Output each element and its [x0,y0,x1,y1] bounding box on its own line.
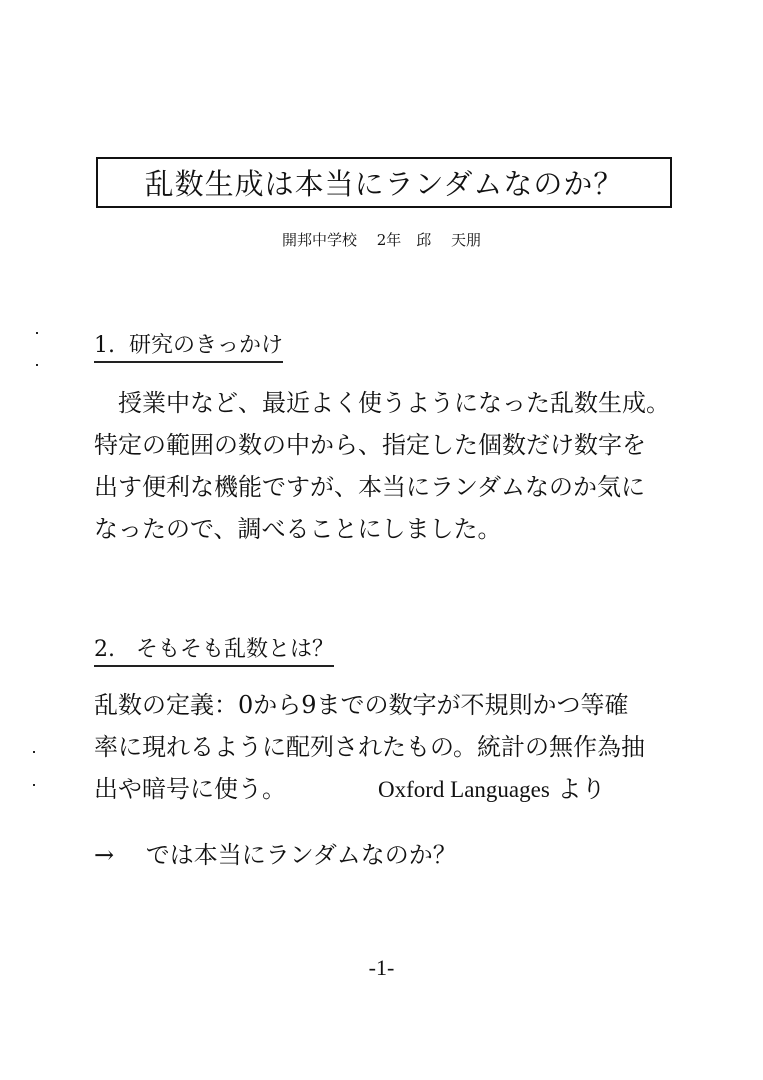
title-box [96,157,672,208]
citation-source: Oxford Languages [378,777,550,802]
paragraph-line: 乱数の定義：0から9までの数字が不規則かつ等確 [94,691,629,719]
paragraph-line: 出や暗号に使う。 [94,775,286,803]
paragraph-line: 授業中など、最近よく使うようになった乱数生成。 [94,389,670,417]
paragraph-line: 率に現れるように配列されたもの。統計の無作為抽 [94,733,646,761]
section-body-definition [94,684,694,811]
paragraph-line: 出す便利な機能ですが、本当にランダムなのか気に [94,473,646,501]
conclusion-line: → では本当にランダムなのか？ [94,841,457,869]
paragraph-line: なったので、調べることにしました。 [94,515,502,543]
paragraph-line-with-citation [94,768,694,811]
margin-mark [33,784,35,786]
section-heading-definition: 2. そもそも乱数とは？ [94,636,334,667]
margin-mark [33,751,35,753]
author-byline: 開邦中学校 2年 邱 天朋 [281,231,482,249]
document-title: 乱数生成は本当にランダムなのか？ [144,167,624,201]
margin-mark [36,364,38,366]
section-heading-motivation: 1. 研究のきっかけ [94,332,283,363]
section-body-motivation [94,382,694,550]
page-number: -1- [368,955,395,980]
margin-mark [36,332,38,334]
citation-suffix: より [549,775,606,803]
paragraph-line: 特定の範囲の数の中から、指定した個数だけ数字を [94,431,646,459]
